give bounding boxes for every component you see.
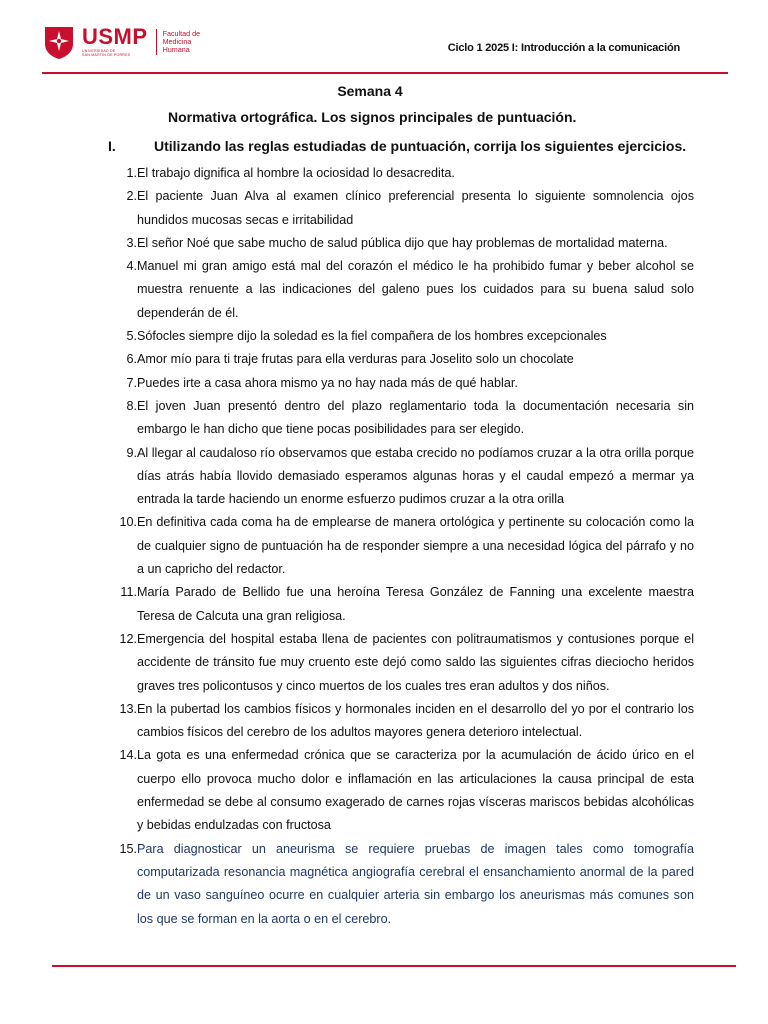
- exercise-list: [110, 162, 694, 931]
- exercise-text: María Parado de Bellido fue una heroína Teresa González de Fanning una excelente maestra Teresa de Calcuta una gran religiosa.: [137, 585, 694, 623]
- brand-subtitle-2: SAN MARTÍN DE PORRES: [82, 53, 131, 57]
- exercise-number: 9.: [126, 445, 137, 460]
- week-title: Semana 4: [337, 83, 403, 99]
- exercise-item: [110, 442, 694, 512]
- university-seal-icon: [42, 24, 76, 60]
- exercise-number: 13.: [119, 701, 137, 716]
- exercise-item: [110, 348, 694, 371]
- exercise-item: [110, 744, 694, 837]
- exercise-item: [110, 185, 694, 232]
- exercise-text: Manuel mi gran amigo está mal del corazón el médico le ha prohibido fumar y beber alcohol se muestra renuente a las indicaciones del galeno pues los cuidados para su buena salud solo dependerán de él.: [137, 259, 694, 320]
- course-title: Ciclo 1 2025 I: Introducción a la comunicación: [447, 42, 680, 54]
- exercise-text: El paciente Juan Alva al examen clínico preferencial presenta lo siguiente somnolencia ojos hundidos mucosas secas e irritabilidad: [137, 189, 694, 227]
- exercise-number: 8.: [126, 398, 137, 413]
- brand-name: USMP: [82, 24, 148, 50]
- exercise-number: 4.: [126, 259, 137, 274]
- exercise-text: Emergencia del hospital estaba llena de pacientes con politraumatismos y contusiones porque el accidente de tránsito fue muy cruento este dejó como saldo las siguientes cifras dieciocho heridos graves tres policontusos y cinco muertos de los cuales tres eran adultos y dos niños.: [137, 631, 694, 693]
- exercise-item: [110, 511, 694, 581]
- exercise-item: [110, 838, 694, 931]
- exercise-number: 7.: [126, 375, 137, 390]
- logo-divider: [156, 29, 157, 55]
- exercise-number: 10.: [119, 515, 137, 530]
- exercise-number: 15.: [119, 841, 137, 856]
- document-subtitle: Normativa ortográfica. Los signos principales de puntuación.: [168, 109, 577, 125]
- footer-rule: [52, 965, 736, 967]
- exercise-item: [110, 162, 694, 185]
- exercise-number: 1.: [126, 166, 137, 180]
- exercise-text: El trabajo dignifica al hombre la ociosidad lo desacredita.: [137, 166, 455, 180]
- exercise-item: [110, 255, 694, 325]
- section-instruction: Utilizando las reglas estudiadas de puntuación, corrija los siguientes ejercicios.: [154, 138, 687, 154]
- exercise-text: El señor Noé que sabe mucho de salud pública dijo que hay problemas de mortalidad materna.: [137, 235, 668, 250]
- exercise-text: Para diagnosticar un aneurisma se requiere pruebas de imagen tales como tomografía computarizada resonancia magnética angiografía cerebral el ensanchamiento anormal de la pared de un vaso sanguíneo ocurre en cualquier arteria sin embargo los aneurismas más comunes son los que se forman en la aorta o en el cerebro.: [137, 841, 694, 926]
- exercise-text: Amor mío para ti traje frutas para ella verduras para Joselito solo un chocolate: [137, 352, 574, 367]
- faculty-name: Facultad de Medicina Humana: [162, 28, 201, 55]
- section-heading: [108, 138, 686, 154]
- exercise-text: Sófocles siempre dijo la soledad es la fiel compañera de los hombres excepcionales: [137, 329, 607, 344]
- exercise-number: 5.: [126, 329, 137, 344]
- exercise-number: 11.: [120, 585, 137, 600]
- exercise-text: En la pubertad los cambios físicos y hormonales inciden en el desarrollo del yo por el contrario los cambios físicos del cerebro de los adultos mayores genera deterioro intelectual.: [137, 701, 694, 740]
- exercise-item: [110, 232, 694, 255]
- exercise-number: 3.: [126, 235, 137, 250]
- exercise-item: [110, 395, 694, 442]
- exercise-item: [110, 698, 694, 745]
- exercise-number: 2.: [126, 189, 137, 204]
- exercise-number: 6.: [126, 352, 137, 367]
- exercise-text: En definitiva cada coma ha de emplearse de manera ortológica y pertinente su colocación como la de cualquier signo de puntuación ha de responder siempre a una necesidad lógica del párrafo y no a un capricho del redactor.: [137, 515, 694, 577]
- exercise-item: [110, 628, 694, 698]
- exercise-text: Puedes irte a casa ahora mismo ya no hay nada más de qué hablar.: [137, 375, 518, 390]
- page-header: [42, 24, 728, 74]
- usmp-logo: [42, 24, 200, 60]
- section-numeral: I.: [108, 138, 116, 154]
- exercise-text: La gota es una enfermedad crónica que se caracteriza por la acumulación de ácido úrico en el cuerpo ello provoca mucho dolor e inflamación en las articulaciones la causa principal de esta enfermedad se debe al consumo exagerado de carnes rojas vísceras mariscos bebidas alcohólicas y bebidas endulzadas con fructosa: [137, 748, 694, 833]
- exercise-number: 14.: [119, 748, 137, 763]
- exercise-item: [110, 325, 694, 348]
- brand-subtitle: UNIVERSIDAD DE: [82, 49, 116, 54]
- exercise-item: [110, 372, 694, 395]
- exercise-text: Al llegar al caudaloso río observamos que estaba crecido no podíamos cruzar a la otra orilla porque días atrás había llovido demasiado esperamos algunas horas y el caudal empezó a mermar ya entrada la tarde haciendo un enorme esfuerzo pudimos cruzar a la otra orilla: [137, 445, 694, 507]
- exercise-number: 12.: [119, 631, 137, 646]
- exercise-text: El joven Juan presentó dentro del plazo reglamentario toda la documentación necesaria sin embargo le han dicho que tiene pocas posibilidades para ser elegido.: [137, 398, 694, 437]
- header-rule: [42, 72, 728, 74]
- exercise-item: [110, 581, 694, 628]
